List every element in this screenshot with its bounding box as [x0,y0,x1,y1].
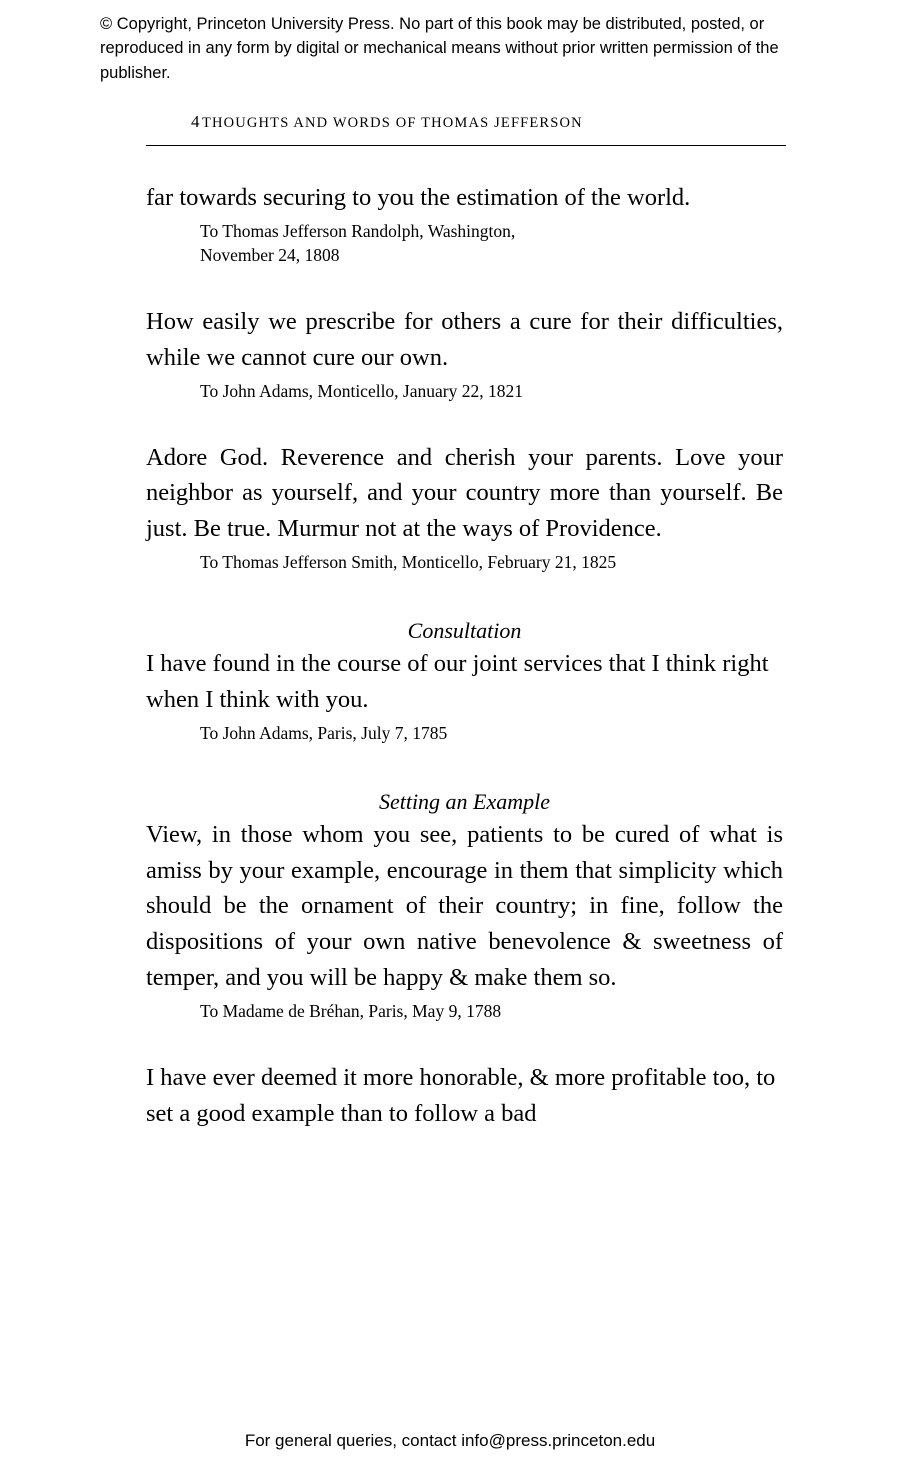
spacer [146,1023,783,1060]
spacer [146,403,783,440]
page-number: 4 [191,112,200,131]
spacer [146,267,783,304]
body-text [146,180,783,1131]
copyright-notice: © Copyright, Princeton University Press. No part of this book may be distributed, posted, or reproduced in any form by digital or mechanical means without prior written permission of the publisher. [100,15,779,82]
footer-contact: For general queries, contact info@press.princeton.edu [244,1431,656,1450]
quote-text: How easily we prescribe for others a cure for their difficulties, while we cannot cure our own. [146,308,783,371]
quote-attribution: To Madame de Bréhan, Paris, May 9, 1788 [200,1000,502,1021]
section-heading: Setting an Example [378,788,551,814]
running-head [146,112,786,146]
running-head-title: THOUGHTS AND WORDS OF THOMAS JEFFERSON [202,115,583,131]
quote-text: far towards securing to you the estimation of the world. [146,184,691,211]
quote-text: I have ever deemed it more honorable, & more profitable too, to set a good example than to follow a bad [146,1063,776,1127]
spacer [146,574,783,618]
quote-attribution: To Thomas Jefferson Randolph, Washington, November 24, 1808 [200,220,516,265]
quote-attribution: To John Adams, Monticello, January 22, 1821 [200,380,523,401]
quote-text: Adore God. Reverence and cherish your parents. Love your neighbor as yourself, and your country more than yourself. Be just. Be true. Murmur not at the ways of Providence. [146,443,783,543]
spacer [146,745,783,789]
quote-text: View, in those whom you see, patients to be cured of what is amiss by your example, encourage in them that simplicity which should be the ornament of their country; in fine, follow the dispositions of your own native benevolence & sweetness of temper, and you will be happy & make them so. [146,820,783,991]
quote-text: I have found in the course of our joint services that I think right when I think with you. [146,650,769,713]
quote-attribution: To Thomas Jefferson Smith, Monticello, February 21, 1825 [200,552,617,573]
section-heading: Consultation [407,618,522,644]
quote-attribution: To John Adams, Paris, July 7, 1785 [200,722,448,743]
